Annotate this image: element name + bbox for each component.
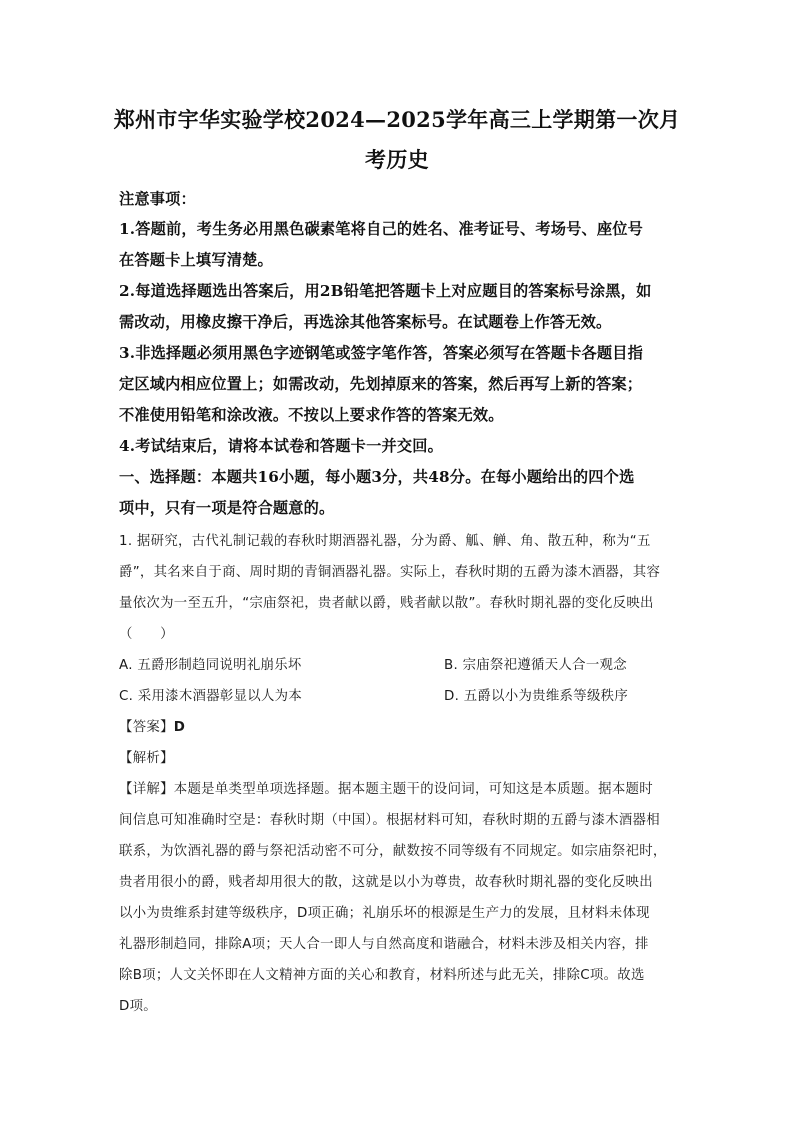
question-stem-line: 量依次为一至五升，“宗庙祭祀，贵者献以爵，贱者献以散”。春秋时期礼器的变化反映出 <box>119 596 654 611</box>
answer-value: D <box>173 720 186 735</box>
question-stem-line: 1. 据研究，古代礼制记载的春秋时期酒器礼器，分为爵、觚、觯、角、散五种，称为“五 <box>119 534 651 549</box>
question-stem-line: （ ） <box>119 627 174 642</box>
option-b: B. 宗庙祭祀遵循天人合一观念 <box>444 658 627 673</box>
option-a: A. 五爵形制趋同说明礼崩乐坏 <box>119 658 302 673</box>
analysis-line: 联系，为饮酒礼器的爵与祭祀活动密不可分，献数按不同等级有不同规定。如宗庙祭祀时， <box>119 844 667 859</box>
notice-line: 3.非选择题必须用黑色字迹钢笔或签字笔作答，答案必须写在答题卡各题目指 <box>119 344 644 362</box>
notice-line: 在答题卡上填写清楚。 <box>119 251 273 269</box>
analysis-line: 间信息可知准确时空是：春秋时期（中国）。根据材料可知，春秋时期的五爵与漆木酒器相 <box>119 813 660 828</box>
notice-line: 4.考试结束后，请将本试卷和答题卡一并交回。 <box>119 437 444 455</box>
notice-line: 1.答题前，考生务必用黑色碳素笔将自己的姓名、准考证号、考场号、座位号 <box>119 220 644 238</box>
exam-title-line-1: 郑州市宇华实验学校2024—2025学年高三上学期第一次月 <box>113 107 681 132</box>
analysis-tag: 【解析】 <box>119 751 174 766</box>
notice-line: 定区域内相应位置上；如需改动，先划掉原来的答案，然后再写上新的答案； <box>119 375 643 393</box>
analysis-line: D项。 <box>119 999 157 1014</box>
analysis-line: 除B项；人文关怀即在人文精神方面的关心和教育，材料所述与此无关，排除C项。故选 <box>119 968 645 983</box>
analysis-line: 以小为贵维系封建等级秩序，D项正确；礼崩乐坏的根源是生产力的发展，且材料未体现 <box>119 906 650 921</box>
option-c: C. 采用漆木酒器彰显以人为本 <box>119 689 303 704</box>
answer-tag: 【答案】 <box>119 720 174 735</box>
option-d: D. 五爵以小为贵维系等级秩序 <box>444 689 629 704</box>
exam-title-line-2: 考历史 <box>365 147 429 172</box>
analysis-line: 【详解】本题是单类型单项选择题。据本题主题干的设问词，可知这是本质题。据本题时 <box>119 782 653 797</box>
notice-heading: 注意事项： <box>119 190 196 208</box>
section-heading-cont: 项中，只有一项是符合题意的。 <box>119 499 335 517</box>
question-stem-line: 爵”，其名来自于商、周时期的青铜酒器礼器。实际上，春秋时期的五爵为漆木酒器，其容 <box>119 565 661 580</box>
analysis-line: 礼器形制趋同，排除A项；天人合一即人与自然高度和谐融合，材料未涉及相关内容，排 <box>119 937 649 952</box>
analysis-line: 贵者用很小的爵，贱者却用很大的散，这就是以小为尊贵，故春秋时期礼器的变化反映出 <box>119 875 653 890</box>
answer-line <box>119 716 185 735</box>
notice-line: 不准使用铅笔和涂改液。不按以上要求作答的答案无效。 <box>119 406 504 424</box>
notice-line: 需改动，用橡皮擦干净后，再选涂其他答案标号。在试题卷上作答无效。 <box>119 313 612 331</box>
notice-line: 2.每道选择题选出答案后，用2B铅笔把答题卡上对应题目的答案标号涂黑，如 <box>119 282 652 300</box>
section-heading: 一、选择题：本题共16小题，每小题3分，共48分。在每小题给出的四个选 <box>119 468 635 486</box>
